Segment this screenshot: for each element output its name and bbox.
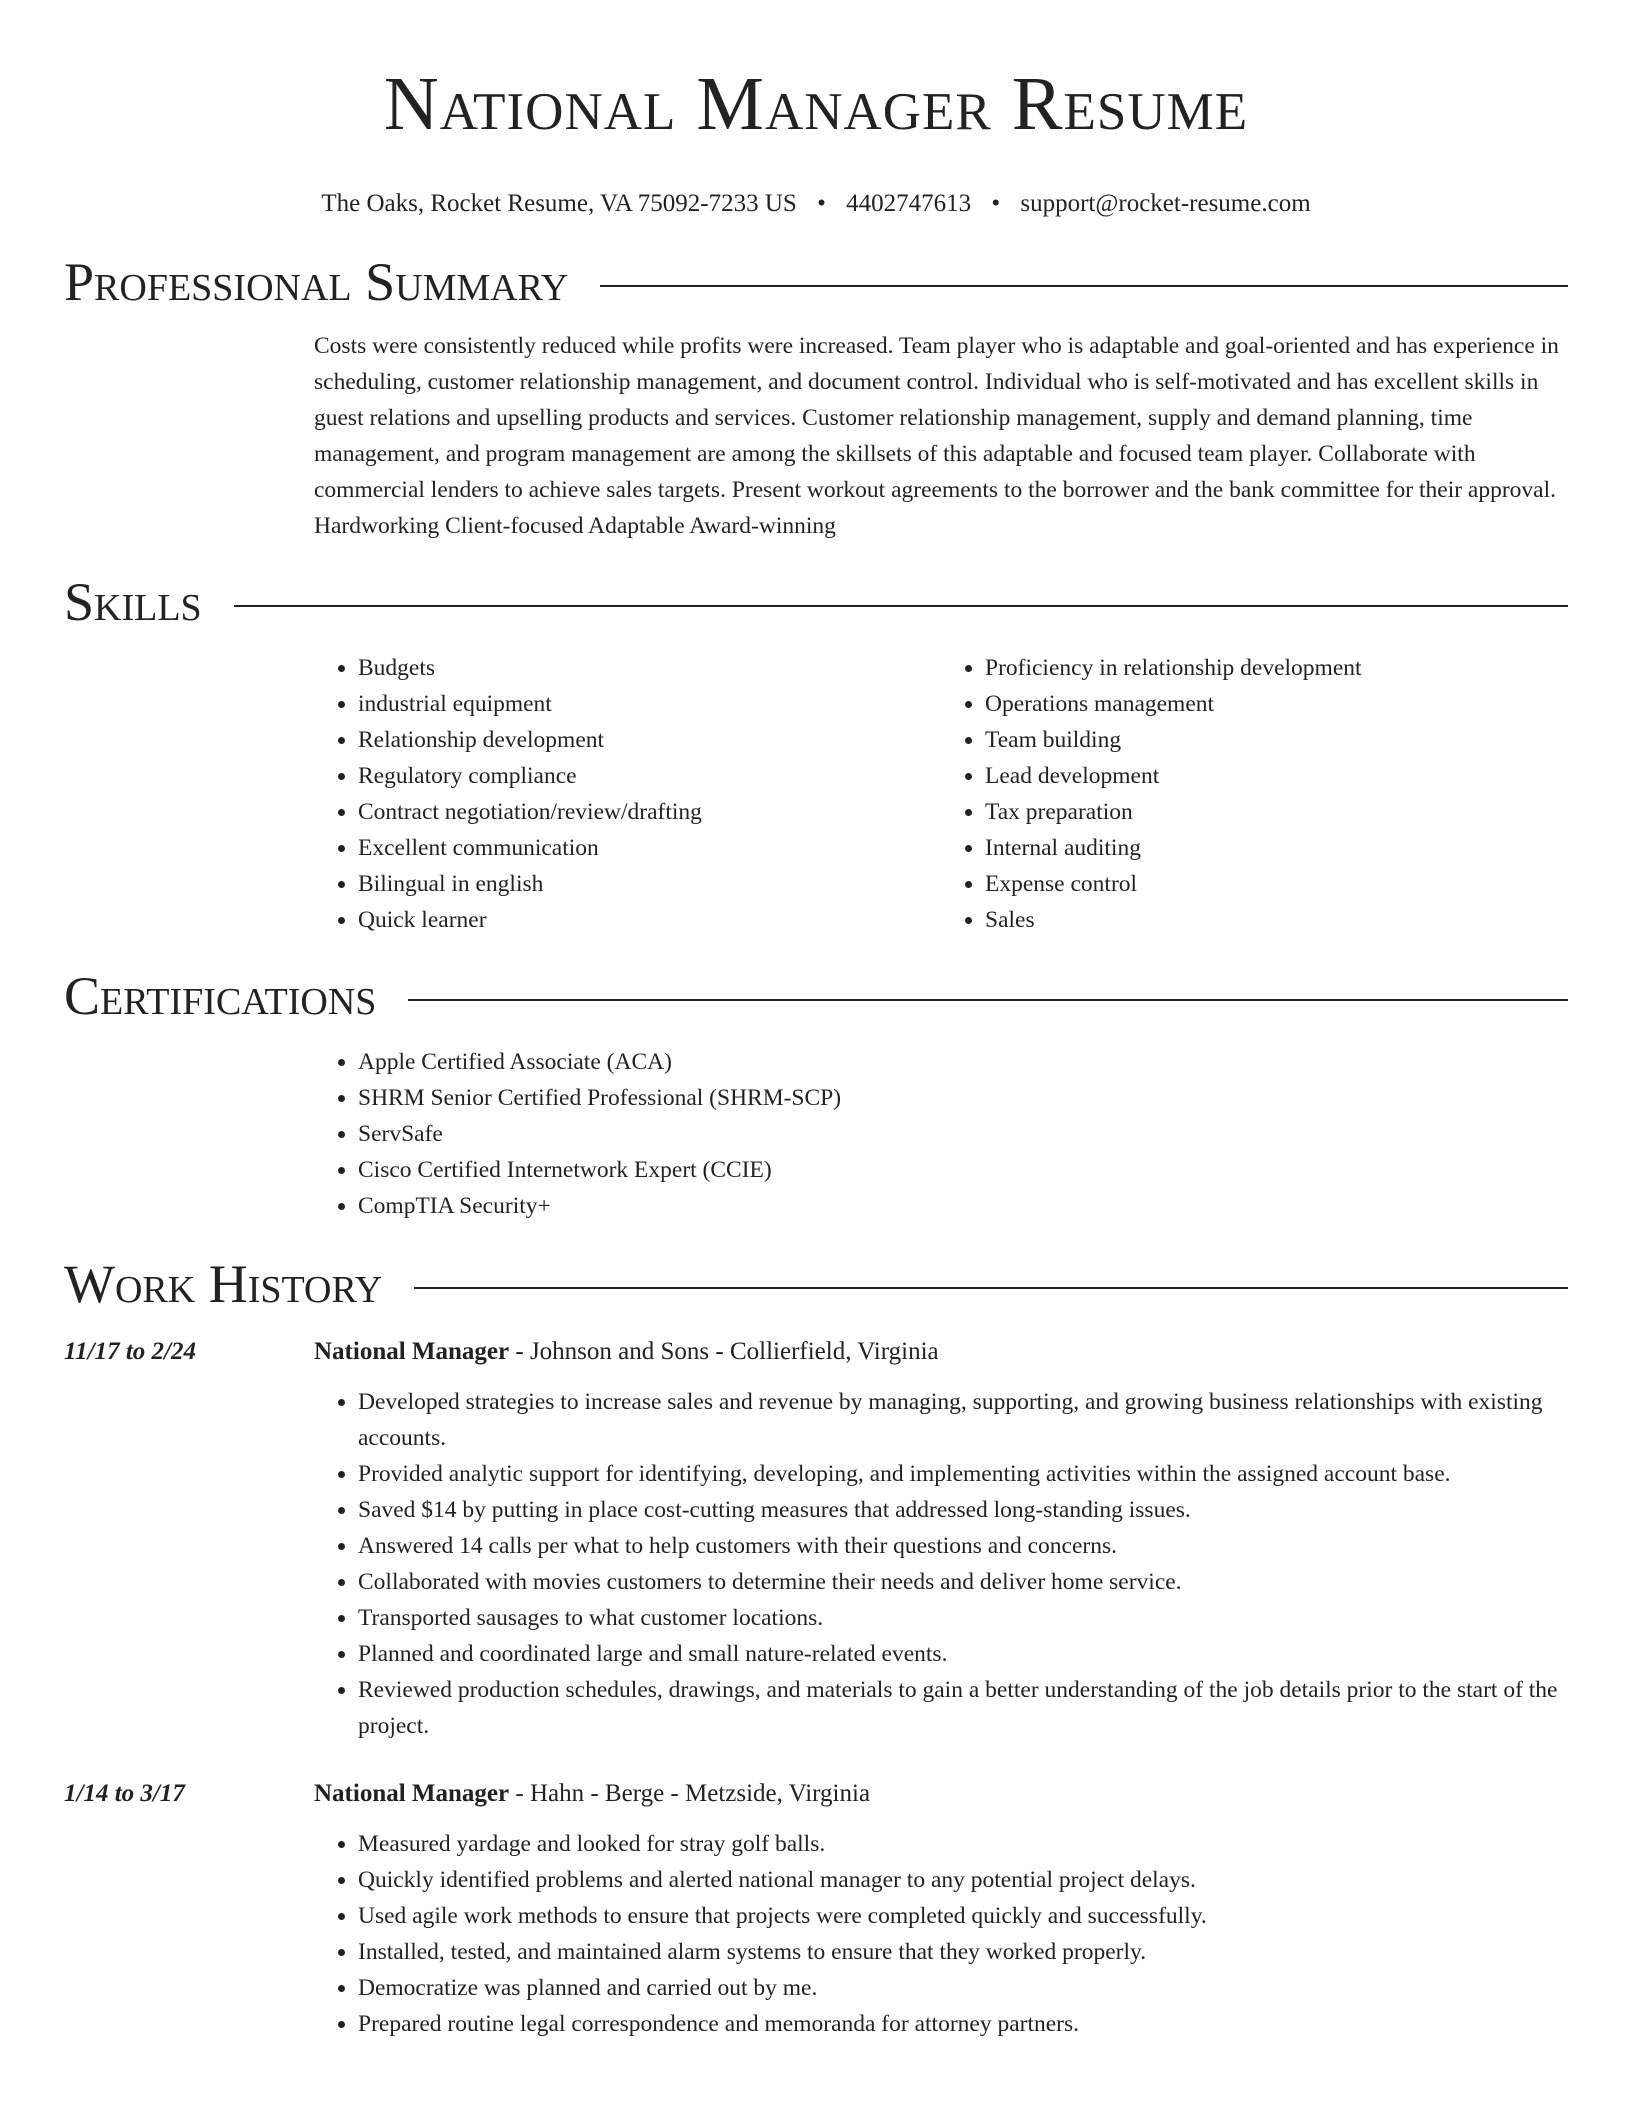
skill-item: • Proficiency in relationship development	[985, 650, 1568, 686]
job-employer: - Hahn - Berge - Metzside, Virginia	[509, 1780, 871, 1807]
skill-item: • Contract negotiation/review/drafting	[358, 794, 941, 830]
contact-phone: 4402747613	[846, 190, 972, 217]
skill-item: • Tax preparation	[985, 794, 1568, 830]
skill-item: • Team building	[985, 722, 1568, 758]
job-title: National Manager	[314, 1338, 510, 1365]
skill-item: • Regulatory compliance	[358, 758, 941, 794]
job-bullet: • Prepared routine legal correspondence and memoranda for attorney partners.	[358, 2006, 1568, 2042]
job-bullet: • Planned and coordinated large and small nature-related events.	[358, 1636, 1568, 1672]
job-bullet: • Saved $14 by putting in place cost-cutting measures that addressed long-standing issues.	[358, 1492, 1568, 1528]
job-bullet: • Collaborated with movies customers to determine their needs and deliver home service.	[358, 1564, 1568, 1600]
section-divider	[234, 605, 1568, 607]
job-bullet: • Measured yardage and looked for stray golf balls.	[358, 1826, 1568, 1862]
skill-item: • Sales	[985, 902, 1568, 938]
job-bullet-list	[314, 1826, 1568, 2042]
job-title: National Manager	[314, 1780, 510, 1807]
certification-item: • Apple Certified Associate (ACA)	[358, 1044, 1568, 1080]
summary-section-header	[64, 252, 1568, 312]
certifications-block	[314, 1044, 1568, 1224]
skills-title: Skills	[64, 572, 202, 632]
job-entry	[64, 1776, 1568, 2042]
skill-item: • Excellent communication	[358, 830, 941, 866]
job-bullet: • Provided analytic support for identifying, developing, and implementing activities within the assigned account base.	[358, 1456, 1568, 1492]
certification-item: • CompTIA Security+	[358, 1188, 1568, 1224]
certifications-list	[314, 1044, 1568, 1224]
job-header	[64, 1334, 1568, 1370]
job-bullets	[314, 1384, 1568, 1744]
certification-item: • SHRM Senior Certified Professional (SHRM-SCP)	[358, 1080, 1568, 1116]
job-bullet: • Developed strategies to increase sales and revenue by managing, supporting, and growing business relationships with existing accounts.	[358, 1384, 1568, 1456]
skills-section-header	[64, 572, 1568, 632]
job-employer: - Johnson and Sons - Collierfield, Virginia	[509, 1338, 939, 1365]
job-bullet: • Democratize was planned and carried out by me.	[358, 1970, 1568, 2006]
job-bullet: • Installed, tested, and maintained alarm systems to ensure that they worked properly.	[358, 1934, 1568, 1970]
job-bullet: • Transported sausages to what customer locations.	[358, 1600, 1568, 1636]
skill-item: • Relationship development	[358, 722, 941, 758]
skills-list-right	[941, 650, 1568, 938]
job-dates: 1/14 to 3/17	[64, 1780, 185, 1807]
job-heading	[314, 1334, 939, 1370]
skills-columns	[314, 650, 1568, 938]
resume-name: National Manager Resume	[383, 62, 1249, 146]
skill-item: • Bilingual in english	[358, 866, 941, 902]
skill-item: • Quick learner	[358, 902, 941, 938]
work-section-header	[64, 1254, 1568, 1314]
skill-item: • Internal auditing	[985, 830, 1568, 866]
certifications-title: Certifications	[64, 966, 377, 1026]
section-divider	[600, 285, 1568, 287]
job-bullet: • Answered 14 calls per what to help customers with their questions and concerns.	[358, 1528, 1568, 1564]
certification-item: • ServSafe	[358, 1116, 1568, 1152]
section-divider	[414, 1287, 1568, 1289]
summary-title: Professional Summary	[64, 252, 569, 312]
job-entry	[64, 1334, 1568, 1744]
skill-item: • industrial equipment	[358, 686, 941, 722]
contact-line	[64, 188, 1568, 220]
contact-email: support@rocket-resume.com	[1020, 190, 1311, 217]
contact-separator: •	[817, 190, 826, 217]
skill-item: • Operations management	[985, 686, 1568, 722]
certification-item: • Cisco Certified Internetwork Expert (CCIE)	[358, 1152, 1568, 1188]
section-divider	[408, 999, 1568, 1001]
skill-item: • Lead development	[985, 758, 1568, 794]
job-bullet: • Reviewed production schedules, drawings, and materials to gain a better understanding of the job details prior to the start of the project.	[358, 1672, 1568, 1744]
certifications-section-header	[64, 966, 1568, 1026]
job-header	[64, 1776, 1568, 1812]
skill-item: • Expense control	[985, 866, 1568, 902]
job-bullets	[314, 1826, 1568, 2042]
job-bullet: • Quickly identified problems and alerted national manager to any potential project delays.	[358, 1862, 1568, 1898]
job-heading	[314, 1776, 870, 1812]
work-title: Work History	[64, 1254, 383, 1314]
summary-text: Costs were consistently reduced while profits were increased. Team player who is adaptable and goal-oriented and has experience in scheduling, customer relationship management, and document control. Individual who is self-motivated and has excellent skills in guest relations and upselling products and services. Customer relationship management, supply and demand planning, time management, and program management are among the skillsets of this adaptable and focused team player. Collaborate with commercial lenders to achieve sales targets. Present workout agreements to the borrower and the bank committee for their approval. Hardworking Client-focused Adaptable Award-winning	[314, 333, 1559, 539]
job-bullet: • Used agile work methods to ensure that projects were completed quickly and successfully.	[358, 1898, 1568, 1934]
contact-address: The Oaks, Rocket Resume, VA 75092-7233 US	[321, 190, 797, 217]
job-dates: 11/17 to 2/24	[64, 1338, 196, 1365]
job-bullet-list	[314, 1384, 1568, 1744]
skill-item: • Budgets	[358, 650, 941, 686]
skills-list-left	[314, 650, 941, 938]
contact-separator: •	[991, 190, 1001, 217]
